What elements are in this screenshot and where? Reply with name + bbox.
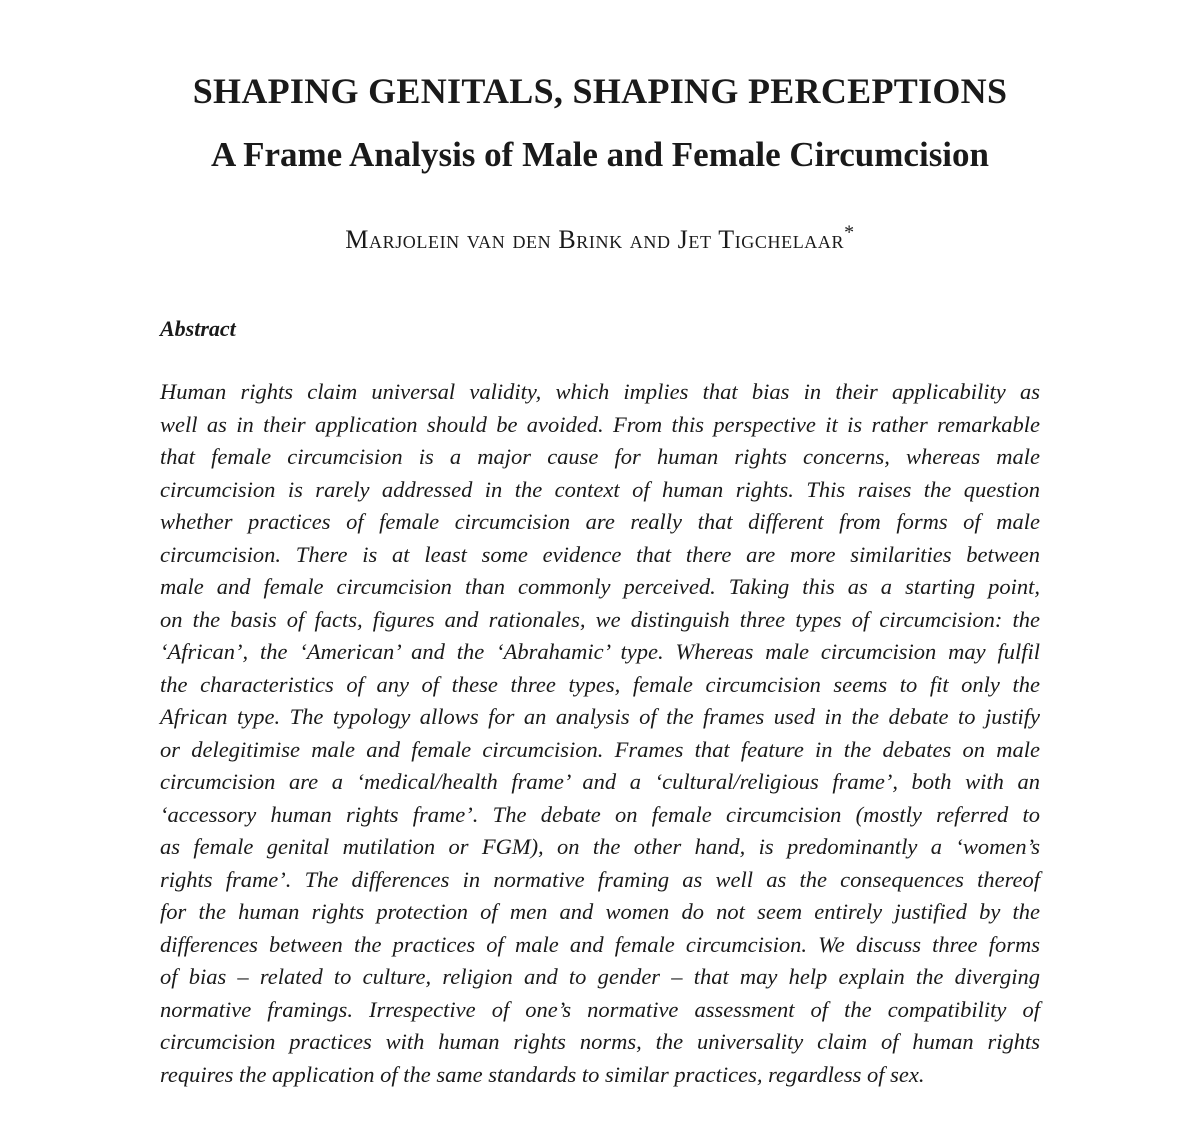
abstract-line: rights frame’. The differences in normative framing as well as the consequences thereof [160,866,1040,892]
abstract-line: circumcision practices with human rights norms, the universality claim of human rights [160,1029,1040,1054]
abstract-line: requires the application of the same standards to similar practices, regardless of sex. [160,1061,925,1087]
abstract-line: the characteristics of any of these three types, female circumcision seems to fit only the [160,671,1040,697]
abstract-line: Human rights claim universal validity, which implies that bias in their applicability as [160,379,1040,404]
abstract-line: male and female circumcision than commonly perceived. Taking this as a starting point, [160,574,1040,599]
abstract-line: normative framings. Irrespective of one’s normative assessment of the compatibility of [160,996,1040,1022]
abstract-line: or delegitimise male and female circumcision. Frames that feature in the debates on male [160,736,1040,762]
abstract-line: for the human rights protection of men and women do not seem entirely justified by the [160,899,1040,924]
abstract-line: on the basis of facts, figures and rationales, we distinguish three types of circumcision: the [160,606,1040,632]
paper-authors [0,220,1200,260]
abstract-line: of bias – related to culture, religion and to gender – that may help explain the diverging [160,964,1040,989]
abstract-line: whether practices of female circumcision are really that different from forms of male [160,509,1040,534]
abstract-line: circumcision is rarely addressed in the context of human rights. This raises the question [160,476,1040,502]
abstract-line: ‘African’, the ‘American’ and the ‘Abrahamic’ type. Whereas male circumcision may fulfil [160,639,1040,664]
paper-title: SHAPING GENITALS, SHAPING PERCEPTIONS [192,71,1008,111]
abstract-line: differences between the practices of male and female circumcision. We discuss three forms [160,931,1040,957]
abstract-line: circumcision. There is at least some evidence that there are more similarities between [160,541,1040,567]
abstract-line: circumcision are a ‘medical/health frame’ and a ‘cultural/religious frame’, both with an [160,769,1040,794]
author-footnote-mark: * [844,221,855,244]
abstract-line: African type. The typology allows for an analysis of the frames used in the debate to justify [160,704,1040,729]
abstract-line: that female circumcision is a major cause for human rights concerns, whereas male [160,444,1040,469]
abstract-body [160,376,1040,1091]
author-names: Marjolein van den Brink and Jet Tigchelaar [345,225,845,254]
abstract-line: well as in their application should be avoided. From this perspective it is rather remarkable [160,411,1040,437]
abstract-heading: Abstract [160,316,236,341]
abstract-line: as female genital mutilation or FGM), on the other hand, is predominantly a ‘women’s [160,834,1040,859]
paper-subtitle: A Frame Analysis of Male and Female Circumcision [210,135,990,174]
abstract-line: ‘accessory human rights frame’. The debate on female circumcision (mostly referred to [160,801,1040,827]
